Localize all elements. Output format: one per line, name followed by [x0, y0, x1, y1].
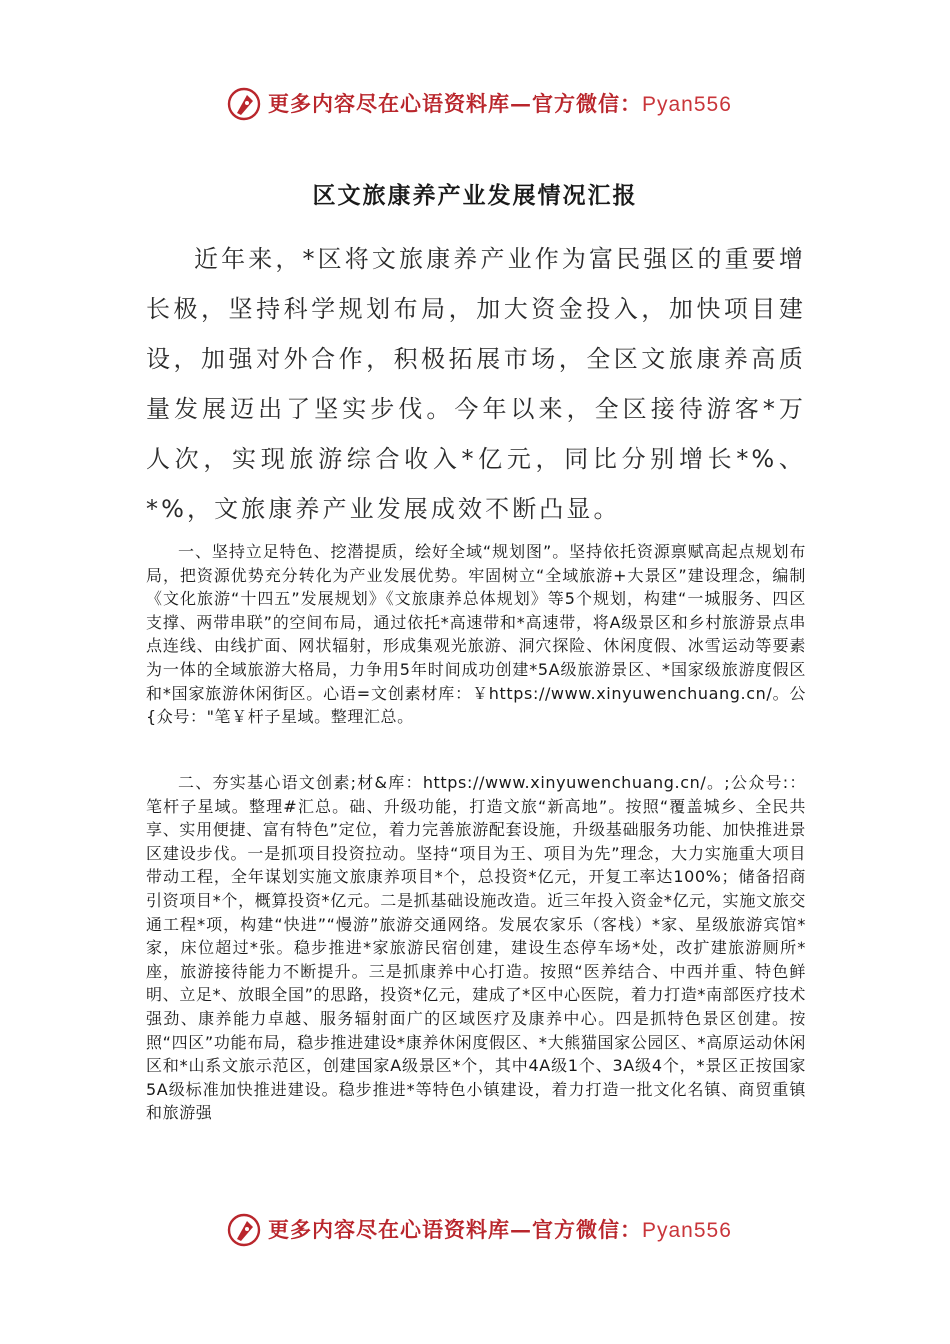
section-paragraph-1: 一、坚持立足特色、挖潜提质，绘好全域“规划图”。坚持依托资源禀赋高起点规划布局，把资源优势充分转化为产业发展优势。牢固树立“全域旅游+大景区”建设理念，编制《文化旅游“十四五”发展规划》《文旅康养总体规划》等5个规划，构建“一城服务、四区支撑、两带串联”的空间布局，通过依托*高速带和*高速带，将A级景区和乡村旅游景点串点连线、由线扩面、网状辐射，形成集观光旅游、洞穴探险、休闲度假、冰雪运动等要素为一体的全域旅游大格局，力争用5年时间成功创建*5A级旅游景区、*国家级旅游度假区和*国家旅游休闲街区。心语=文创素材库：￥https://www.xinyuwenchuang.cn/。公{众号："笔￥杆子星域。整理汇总。: [146, 542, 806, 727]
pen-nib-icon: [226, 1212, 262, 1248]
banner-text: 更多内容尽在心语资料库—官方微信：Pyan556: [268, 1217, 732, 1242]
header-banner: [0, 84, 950, 124]
pen-nib-icon: [226, 86, 262, 122]
section-paragraph-2: 二、夯实基心语文创素;材&库：https://www.xinyuwenchuang.cn/。;公众号:：笔杆子星域。整理#汇总。础、升级功能，打造文旅“新高地”。按照“覆盖城乡、全民共享、实用便捷、富有特色”定位，着力完善旅游配套设施，升级基础服务功能、加快推进景区建设步伐。一是抓项目投资拉动。坚持“项目为王、项目为先”理念，大力实施重大项目带动工程，全年谋划实施文旅康养项目*个，总投资*亿元，开复工率达100%；储备招商引资项目*个，概算投资*亿元。二是抓基础设施改造。近三年投入资金*亿元，实施文旅交通工程*项，构建“快进”“慢游”旅游交通网络。发展农家乐（客栈）*家、星级旅游宾馆*家，床位超过*张。稳步推进*家旅游民宿创建，建设生态停车场*处，改扩建旅游厕所*座，旅游接待能力不断提升。三是抓康养中心打造。按照“医养结合、中西并重、特色鲜明、立足*、放眼全国”的思路，投资*亿元，建成了*区中心医院，着力打造*南部医疗技术强劲、康养能力卓越、服务辐射面广的区域医疗及康养中心。四是抓特色景区创建。按照“四区”功能布局，稳步推进建设*康养休闲度假区、*大熊猫国家公园区、*高原运动休闲区和*山系文旅示范区，创建国家A级景区*个，其中4A级1个、3A级4个，*景区正按国家5A级标准加快推进建设。稳步推进*等特色小镇建设，着力打造一批文化名镇、商贸重镇和旅游强: [146, 773, 806, 1123]
document-title: 区文旅康养产业发展情况汇报: [312, 183, 638, 209]
wechat-id: Pyan556: [642, 1219, 732, 1242]
intro-paragraph: 近年来，*区将文旅康养产业作为富民强区的重要增长极，坚持科学规划布局，加大资金投入，加快项目建设，加强对外合作，积极拓展市场，全区文旅康养高质量发展迈出了坚实步伐。今年以来，全区接待游客*万人次，实现旅游综合收入*亿元，同比分别增长*%、*%，文旅康养产业发展成效不断凸显。: [146, 245, 806, 523]
banner-text: 更多内容尽在心语资料库—官方微信：Pyan556: [268, 91, 732, 116]
wechat-id: Pyan556: [642, 93, 732, 116]
footer-banner: [0, 1210, 950, 1250]
